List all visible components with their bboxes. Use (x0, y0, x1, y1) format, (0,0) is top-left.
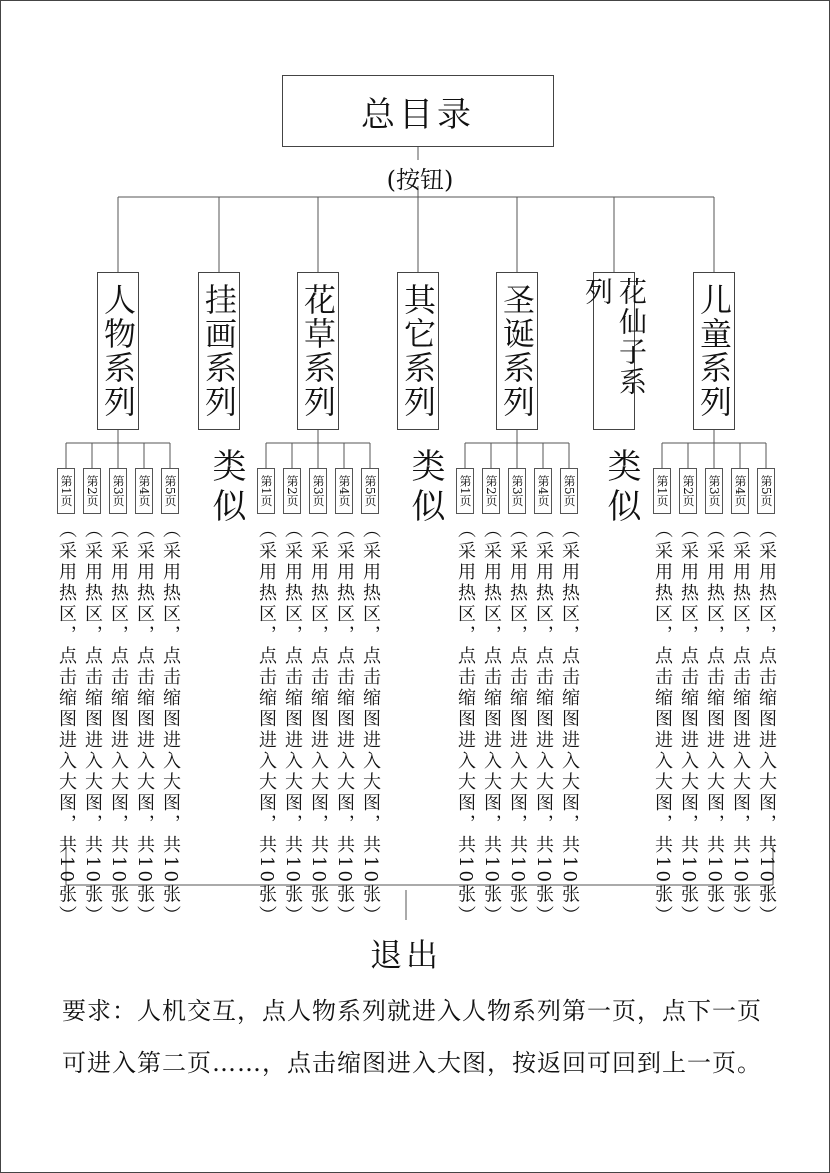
page-description: （采用热区，点击缩图进入大图，共10张） (678, 520, 699, 927)
page-label[interactable]: 第2页 (283, 468, 301, 514)
page-label[interactable]: 第3页 (309, 468, 327, 514)
page-description: （采用热区，点击缩图进入大图，共10张） (282, 520, 303, 927)
page-label[interactable]: 第4页 (731, 468, 749, 514)
exit-label[interactable]: 退出 (370, 936, 443, 974)
page-column (678, 468, 698, 927)
category-box[interactable]: 花草系列 (297, 272, 339, 430)
page-label[interactable]: 第2页 (679, 468, 697, 514)
category-box[interactable]: 儿童系列 (693, 272, 735, 430)
page-column (360, 468, 380, 927)
page-description: （采用热区，点击缩图进入大图，共10张） (704, 520, 725, 927)
page-label[interactable]: 第1页 (57, 468, 75, 514)
page-label[interactable]: 第4页 (335, 468, 353, 514)
similar-label: 类似 (405, 448, 445, 528)
page-description: （采用热区，点击缩图进入大图，共10张） (507, 520, 528, 927)
page-description: （采用热区，点击缩图进入大图，共10张） (134, 520, 155, 927)
page-column (533, 468, 553, 927)
page-column (282, 468, 302, 927)
page-column (134, 468, 154, 927)
page-description: （采用热区，点击缩图进入大图，共10张） (360, 520, 381, 927)
page-label[interactable]: 第2页 (83, 468, 101, 514)
similar-label: 类似 (206, 448, 246, 528)
page-column (56, 468, 76, 927)
page-column (256, 468, 276, 927)
page-column (308, 468, 328, 927)
page-label[interactable]: 第1页 (653, 468, 671, 514)
page-column (82, 468, 102, 927)
page-column (559, 468, 579, 927)
page-description: （采用热区，点击缩图进入大图，共10张） (160, 520, 181, 927)
page-description: （采用热区，点击缩图进入大图，共10张） (256, 520, 277, 927)
category-box[interactable]: 其它系列 (397, 272, 439, 430)
button-note: (按钮) (386, 166, 454, 194)
page-column (160, 468, 180, 927)
page-description: （采用热区，点击缩图进入大图，共10张） (533, 520, 554, 927)
page-column (730, 468, 750, 927)
page-label[interactable]: 第1页 (456, 468, 474, 514)
page-label[interactable]: 第4页 (135, 468, 153, 514)
category-box[interactable]: 圣诞系列 (496, 272, 538, 430)
page-label[interactable]: 第3页 (508, 468, 526, 514)
page-column (334, 468, 354, 927)
page-column (108, 468, 128, 927)
requirement-text: 要求：人机交互，点人物系列就进入人物系列第一页，点下一页可进入第二页……，点击缩图进入大图，按返回可回到上一页。 (62, 997, 762, 1077)
page-label[interactable]: 第2页 (482, 468, 500, 514)
category-box[interactable]: 人物系列 (97, 272, 139, 430)
page-description: （采用热区，点击缩图进入大图，共10张） (308, 520, 329, 927)
similar-label: 类似 (601, 448, 641, 528)
page-column (704, 468, 724, 927)
page-label[interactable]: 第3页 (705, 468, 723, 514)
page-label[interactable]: 第3页 (109, 468, 127, 514)
page-column (756, 468, 776, 927)
page-column (507, 468, 527, 927)
page-column (455, 468, 475, 927)
page-column (652, 468, 672, 927)
page-label[interactable]: 第5页 (757, 468, 775, 514)
page-description: （采用热区，点击缩图进入大图，共10张） (455, 520, 476, 927)
page-description: （采用热区，点击缩图进入大图，共10张） (559, 520, 580, 927)
page-description: （采用热区，点击缩图进入大图，共10张） (730, 520, 751, 927)
page-label[interactable]: 第5页 (560, 468, 578, 514)
page-description: （采用热区，点击缩图进入大图，共10张） (481, 520, 502, 927)
page-description: （采用热区，点击缩图进入大图，共10张） (756, 520, 777, 927)
page-description: （采用热区，点击缩图进入大图，共10张） (82, 520, 103, 927)
page-label[interactable]: 第5页 (161, 468, 179, 514)
page-description: （采用热区，点击缩图进入大图，共10张） (334, 520, 355, 927)
page-description: （采用热区，点击缩图进入大图，共10张） (56, 520, 77, 927)
page-column (481, 468, 501, 927)
page-description: （采用热区，点击缩图进入大图，共10张） (652, 520, 673, 927)
page-description: （采用热区，点击缩图进入大图，共10张） (108, 520, 129, 927)
root-menu-box[interactable]: 总目录 (282, 75, 554, 147)
page-label[interactable]: 第4页 (534, 468, 552, 514)
category-box[interactable]: 挂画系列 (198, 272, 240, 430)
category-box[interactable]: 花仙子系列 (593, 272, 635, 430)
page-label[interactable]: 第1页 (257, 468, 275, 514)
page-label[interactable]: 第5页 (361, 468, 379, 514)
